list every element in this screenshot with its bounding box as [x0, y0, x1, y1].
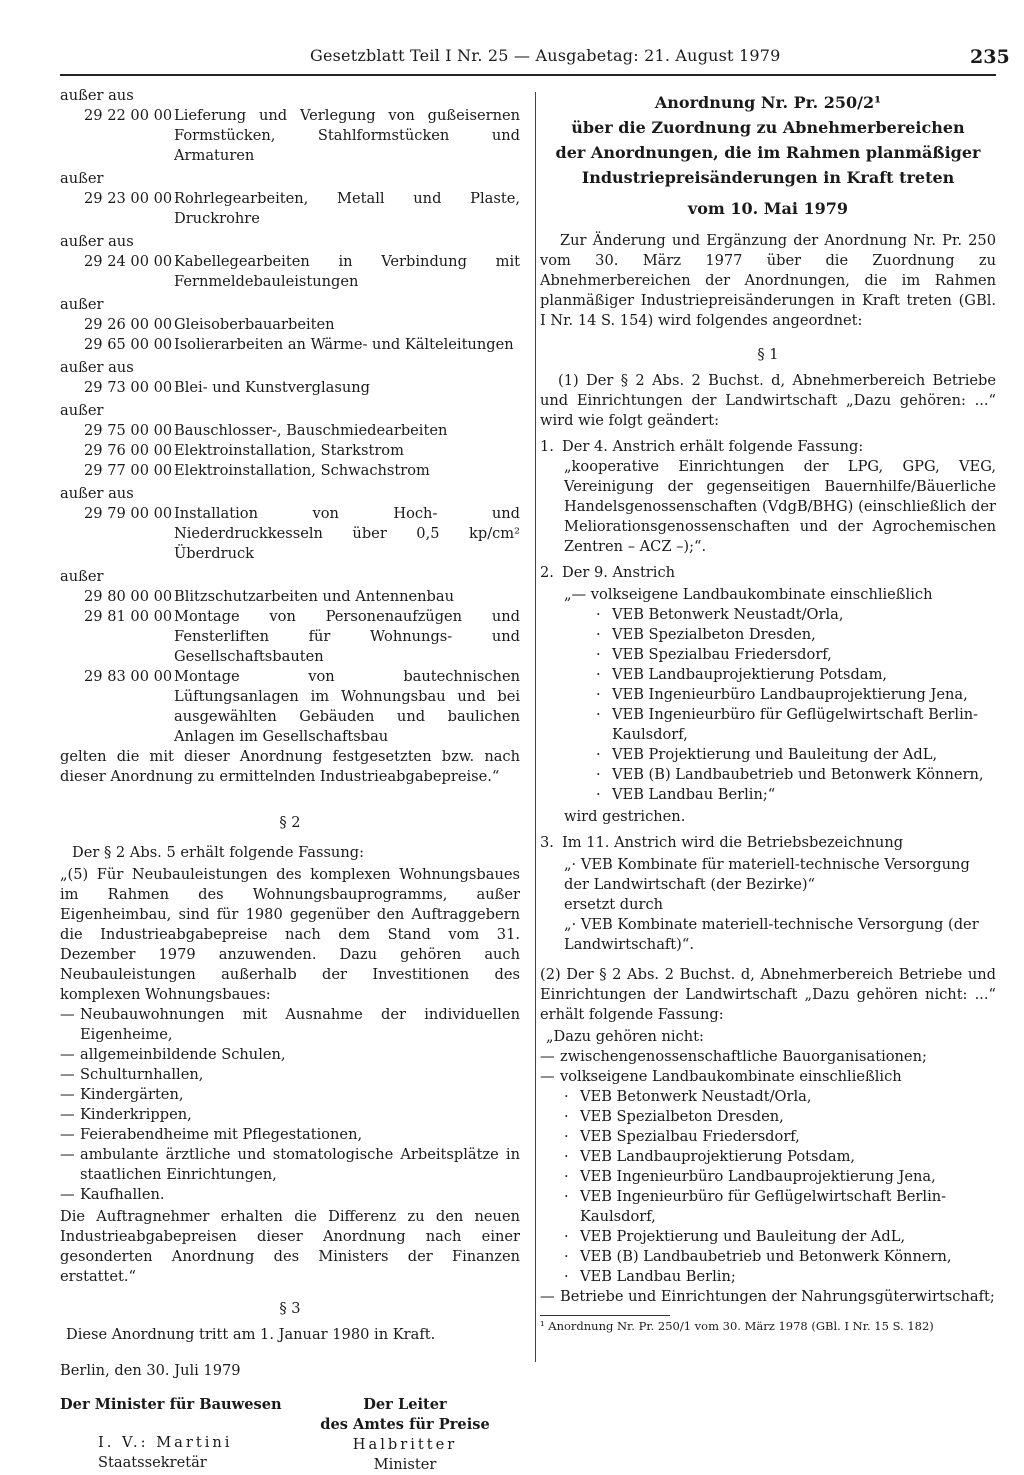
building-type-text: Schulturnhallen, [80, 1066, 204, 1083]
para-2-item-text: volkseigene Landbaukombinate einschließlich [560, 1068, 902, 1085]
veb-item [540, 1167, 996, 1187]
signature-left [60, 1395, 290, 1475]
tariff-row [84, 504, 520, 564]
bullet-mark: · [596, 746, 601, 763]
veb-name: VEB Spezialbau Friedersdorf, [580, 1128, 800, 1145]
tariff-list [60, 86, 520, 747]
signer-right-title-2: des Amtes für Preise [320, 1416, 490, 1433]
signer-left-title: Der Minister für Bauwesen [60, 1396, 282, 1413]
para-2-item-text: Betriebe und Einrichtungen der Nahrungsgüterwirtschaft; [560, 1288, 995, 1305]
signer-right-name: Halbritter [352, 1436, 458, 1453]
footnote: ¹ Anordnung Nr. Pr. 250/1 vom 30. März 1978 (GBl. I Nr. 15 S. 182) [540, 1319, 934, 1333]
signer-left-role: Staatssekretär [98, 1454, 207, 1471]
veb-item [540, 1267, 996, 1287]
tariff-description: Blitzschutzarbeiten und Antennenbau [174, 588, 454, 605]
bullet-mark: · [564, 1128, 569, 1145]
section-2-heading: § 2 [279, 814, 301, 831]
tariff-code: 29 80 00 00 [84, 588, 173, 605]
bullet-mark: · [564, 1148, 569, 1165]
tariff-code: 29 26 00 00 [84, 316, 173, 333]
tariff-row [84, 607, 520, 667]
para-2-item [540, 1067, 996, 1087]
left-column [60, 86, 520, 1475]
title-line: Anordnung Nr. Pr. 250/2¹ [654, 93, 882, 112]
bullet-mark: · [596, 646, 601, 663]
tariff-code: 29 76 00 00 [84, 442, 173, 459]
veb-name: VEB Projektierung und Bauleitung der AdL, [580, 1228, 906, 1245]
exception-label: außer [60, 402, 104, 419]
tariff-description: Montage von Personenaufzügen und Fensterliften für Wohnungs- und Gesellschaftsbauten [174, 608, 520, 665]
section-1-para-2: (2) Der § 2 Abs. 2 Buchst. d, Abnehmerbereich Betriebe und Einrichtungen der Landwirtschaft „Dazu gehören nicht: ...“ erhält folgende Fassung: [540, 966, 996, 1023]
item-text: Der 4. Anstrich erhält folgende Fassung: [562, 438, 864, 455]
dash-mark: — [60, 1046, 75, 1063]
item-text: Der 9. Anstrich [562, 564, 676, 581]
signer-right-title-1: Der Leiter [363, 1396, 447, 1413]
tariff-description: Installation von Hoch- und Niederdruckkesseln über 0,5 kp/cm² Überdruck [174, 505, 520, 562]
tariff-code: 29 24 00 00 [84, 253, 173, 270]
bullet-mark: · [564, 1088, 569, 1105]
item-1-quote: „kooperative Einrichtungen der LPG, GPG, VEG, Vereinigung der gegenseitigen Bauernhilfe/Bäuerliche Handelsgenossenschaften (VdgB/BHG) (einschließlich der Meliorationsgenossenschaften und der Agrochemischen Zentren – ACZ –);“. [564, 458, 996, 555]
para-2-quote: „Dazu gehören nicht: [546, 1028, 704, 1045]
bullet-mark: · [596, 766, 601, 783]
signature-block [60, 1395, 520, 1475]
tariff-row [84, 106, 520, 166]
veb-item [540, 645, 996, 665]
item-number: 1. [540, 438, 554, 455]
veb-item [540, 1087, 996, 1107]
tariff-row [84, 421, 520, 441]
tariff-description: Montage von bautechnischen Lüftungsanlagen im Wohnungsbau und bei ausgewählten Gebäuden und baulichen Anlagen im Gesellschaftsbau [174, 668, 520, 745]
tariff-code: 29 77 00 00 [84, 462, 173, 479]
tariff-row [84, 587, 520, 607]
tariff-code: 29 79 00 00 [84, 505, 173, 522]
tariff-row [84, 441, 520, 461]
veb-name: VEB Ingenieurbüro für Geflügelwirtschaft Berlin-Kaulsdorf, [580, 1188, 947, 1225]
building-type-item [60, 1105, 520, 1125]
building-type-item [60, 1125, 520, 1145]
item-text: Im 11. Anstrich wird die Betriebsbezeichnung [562, 834, 904, 851]
building-type-text: ambulante ärztliche und stomatologische Arbeitsplätze in staatlichen Einrichtungen, [80, 1146, 520, 1183]
veb-item [540, 605, 996, 625]
exception-label: außer aus [60, 87, 134, 104]
tariff-description: Kabellegearbeiten in Verbindung mit Fernmeldebauleistungen [174, 253, 520, 290]
section-3-heading: § 3 [279, 1300, 301, 1317]
tariff-code: 29 73 00 00 [84, 379, 173, 396]
place-date: Berlin, den 30. Juli 1979 [60, 1362, 241, 1379]
veb-name: VEB Spezialbeton Dresden, [612, 626, 816, 643]
veb-item [540, 625, 996, 645]
dash-mark: — [60, 1066, 75, 1083]
item-2 [540, 563, 996, 583]
para-2-item [540, 1047, 996, 1067]
veb-name: VEB Landbau Berlin;“ [612, 786, 776, 803]
signature-right [290, 1395, 520, 1475]
tariff-description: Blei- und Kunstverglasung [174, 379, 370, 396]
section-2-intro: Der § 2 Abs. 5 erhält folgende Fassung: [72, 844, 364, 861]
closing-paragraph: gelten die mit dieser Anordnung festgesetzten bzw. nach dieser Anordnung zu ermittelnden Industrieabgabepreise.“ [60, 748, 520, 785]
item-2-close: wird gestrichen. [564, 808, 686, 825]
veb-item [540, 1147, 996, 1167]
section-3-text: Diese Anordnung tritt am 1. Januar 1980 in Kraft. [66, 1326, 436, 1343]
ordinance-date: vom 10. Mai 1979 [687, 199, 849, 218]
item-number: 3. [540, 834, 554, 851]
veb-name: VEB Spezialbau Friedersdorf, [612, 646, 832, 663]
veb-name: VEB Ingenieurbüro für Geflügelwirtschaft Berlin-Kaulsdorf, [612, 706, 979, 743]
title-line: der Anordnungen, die im Rahmen planmäßiger [555, 143, 981, 162]
veb-list [540, 605, 996, 805]
section-1-heading: § 1 [757, 346, 779, 363]
section-2-list [60, 1005, 520, 1205]
tariff-description: Gleisoberbauarbeiten [174, 316, 335, 333]
dash-mark: — [60, 1086, 75, 1103]
bullet-mark: · [564, 1188, 569, 1205]
tariff-row [84, 189, 520, 229]
bullet-mark: · [564, 1248, 569, 1265]
right-column [540, 90, 996, 1334]
exception-label: außer [60, 170, 104, 187]
veb-item [540, 685, 996, 705]
tariff-row [84, 252, 520, 292]
veb-name: VEB Betonwerk Neustadt/Orla, [612, 606, 844, 623]
veb-name: VEB Landbau Berlin; [580, 1268, 736, 1285]
tariff-row [84, 335, 520, 355]
building-type-text: Kindergärten, [80, 1086, 184, 1103]
item-3-mid: ersetzt durch [564, 896, 664, 913]
item-1 [540, 437, 996, 457]
veb-list-2 [540, 1087, 996, 1287]
dash-mark: — [60, 1126, 75, 1143]
dash-mark: — [540, 1048, 555, 1065]
para-2-item [540, 1287, 996, 1307]
building-type-text: allgemeinbildende Schulen, [80, 1046, 286, 1063]
veb-item [540, 1227, 996, 1247]
item-number: 2. [540, 564, 554, 581]
veb-name: VEB Landbauprojektierung Potsdam, [612, 666, 888, 683]
exception-label: außer [60, 568, 104, 585]
building-type-text: Neubauwohnungen mit Ausnahme der individuellen Eigenheime, [80, 1006, 520, 1043]
exception-label: außer [60, 296, 104, 313]
tariff-description: Elektroinstallation, Starkstrom [174, 442, 404, 459]
running-header: Gesetzblatt Teil I Nr. 25 — Ausgabetag: 21. August 1979 [310, 46, 781, 65]
bullet-mark: · [596, 786, 601, 803]
tariff-row [84, 667, 520, 747]
tariff-description: Isolierarbeiten an Wärme- und Kälteleitungen [174, 336, 514, 353]
tariff-row [84, 461, 520, 481]
tariff-description: Elektroinstallation, Schwachstrom [174, 462, 430, 479]
veb-item [540, 785, 996, 805]
bullet-mark: · [564, 1108, 569, 1125]
tariff-description: Rohrlegearbeiten, Metall und Plaste, Druckrohre [174, 190, 520, 227]
footnote-rule [540, 1315, 670, 1316]
exception-label: außer aus [60, 359, 134, 376]
preamble: Zur Änderung und Ergänzung der Anordnung Nr. Pr. 250 vom 30. März 1977 über die Zuordnung zu Abnehmerbereichen der Anordnungen, die im Rahmen planmäßiger Industriepreisänderungen in Kraft treten (GBl. I Nr. 14 S. 154) wird folgendes angeordnet: [540, 232, 996, 329]
column-divider [535, 92, 536, 1362]
veb-item [540, 745, 996, 765]
item-2-lead: „— volkseigene Landbaukombinate einschließlich [564, 586, 933, 603]
veb-item [540, 1247, 996, 1267]
veb-name: VEB (B) Landbaubetrieb und Betonwerk Könnern, [580, 1248, 952, 1265]
building-type-item [60, 1085, 520, 1105]
veb-item [540, 765, 996, 785]
veb-name: VEB Ingenieurbüro Landbauprojektierung Jena, [612, 686, 968, 703]
section-2-outro: Die Auftragnehmer erhalten die Differenz zu den neuen Industrieabgabepreisen dieser Anordnung nach einer gesonderten Anordnung des Ministers der Finanzen erstattet.“ [60, 1208, 520, 1285]
dash-mark: — [60, 1186, 75, 1203]
tariff-code: 29 23 00 00 [84, 190, 173, 207]
veb-name: VEB Betonwerk Neustadt/Orla, [580, 1088, 812, 1105]
para-2-item-text: zwischengenossenschaftliche Bauorganisationen; [560, 1048, 927, 1065]
tariff-code: 29 81 00 00 [84, 608, 173, 625]
bullet-mark: · [596, 706, 601, 723]
tariff-code: 29 83 00 00 [84, 668, 173, 685]
title-line: Industriepreisänderungen in Kraft treten [581, 168, 955, 187]
bullet-mark: · [596, 626, 601, 643]
dash-mark: — [60, 1106, 75, 1123]
veb-item [540, 1187, 996, 1227]
tariff-code: 29 22 00 00 [84, 107, 173, 124]
page-number: 235 [970, 46, 1010, 68]
building-type-item [60, 1185, 520, 1205]
tariff-code: 29 75 00 00 [84, 422, 173, 439]
bullet-mark: · [564, 1168, 569, 1185]
dash-mark: — [60, 1006, 75, 1023]
tariff-description: Bauschlosser-, Bauschmiedearbeiten [174, 422, 448, 439]
building-type-item [60, 1145, 520, 1185]
item-3 [540, 833, 996, 853]
veb-item [540, 1107, 996, 1127]
veb-item [540, 1127, 996, 1147]
dash-mark: — [60, 1146, 75, 1163]
tariff-description: Lieferung und Verlegung von gußeisernen Formstücken, Stahlformstücken und Armaturen [174, 107, 520, 164]
building-type-item [60, 1065, 520, 1085]
tariff-row [84, 315, 520, 335]
veb-name: VEB Spezialbeton Dresden, [580, 1108, 784, 1125]
bullet-mark: · [564, 1228, 569, 1245]
signer-right-role: Minister [373, 1456, 437, 1473]
veb-name: VEB Projektierung und Bauleitung der AdL, [612, 746, 938, 763]
building-type-text: Kinderkrippen, [80, 1106, 192, 1123]
bullet-mark: · [596, 606, 601, 623]
tariff-code: 29 65 00 00 [84, 336, 173, 353]
veb-item [540, 665, 996, 685]
item-3-old: „· VEB Kombinate für materiell-technische Versorgung der Landwirtschaft (der Bezirke)“ [564, 856, 970, 893]
exception-label: außer aus [60, 485, 134, 502]
building-type-item [60, 1045, 520, 1065]
building-type-text: Feierabendheime mit Pflegestationen, [80, 1126, 363, 1143]
veb-item [540, 705, 996, 745]
bullet-mark: · [596, 686, 601, 703]
exception-label: außer aus [60, 233, 134, 250]
item-3-new: „· VEB Kombinate materiell-technische Versorgung (der Landwirtschaft)“. [564, 916, 979, 953]
section-1-para-1: (1) Der § 2 Abs. 2 Buchst. d, Abnehmerbereich Betriebe und Einrichtungen der Landwirtschaft „Dazu gehören: ...“ wird wie folgt geändert: [540, 372, 996, 429]
veb-name: VEB Ingenieurbüro Landbauprojektierung Jena, [580, 1168, 936, 1185]
bullet-mark: · [564, 1268, 569, 1285]
veb-name: VEB (B) Landbaubetrieb und Betonwerk Könnern, [612, 766, 984, 783]
dash-mark: — [540, 1288, 555, 1305]
title-line: über die Zuordnung zu Abnehmerbereichen [571, 118, 965, 137]
building-type-item [60, 1005, 520, 1045]
veb-name: VEB Landbauprojektierung Potsdam, [580, 1148, 856, 1165]
section-2-quote: „(5) Für Neubauleistungen des komplexen Wohnungsbaues im Rahmen des Wohnungsbauprogramms, außer Eigenheimbau, sind für 1980 gegenüber den Auftraggebern die Industrieabgabepreise nach dem Stand vom 31. Dezember 1979 anzuwenden. Dazu gehören auch Neubauleistungen außerhalb der Investitionen des komplexen Wohnungsbaues: [60, 866, 520, 1003]
signer-left-name: I. V.: Martini [98, 1434, 233, 1451]
ordinance-title [540, 90, 996, 221]
tariff-row [84, 378, 520, 398]
dash-mark: — [540, 1068, 555, 1085]
header-rule [60, 74, 996, 76]
building-type-text: Kaufhallen. [80, 1186, 165, 1203]
bullet-mark: · [596, 666, 601, 683]
